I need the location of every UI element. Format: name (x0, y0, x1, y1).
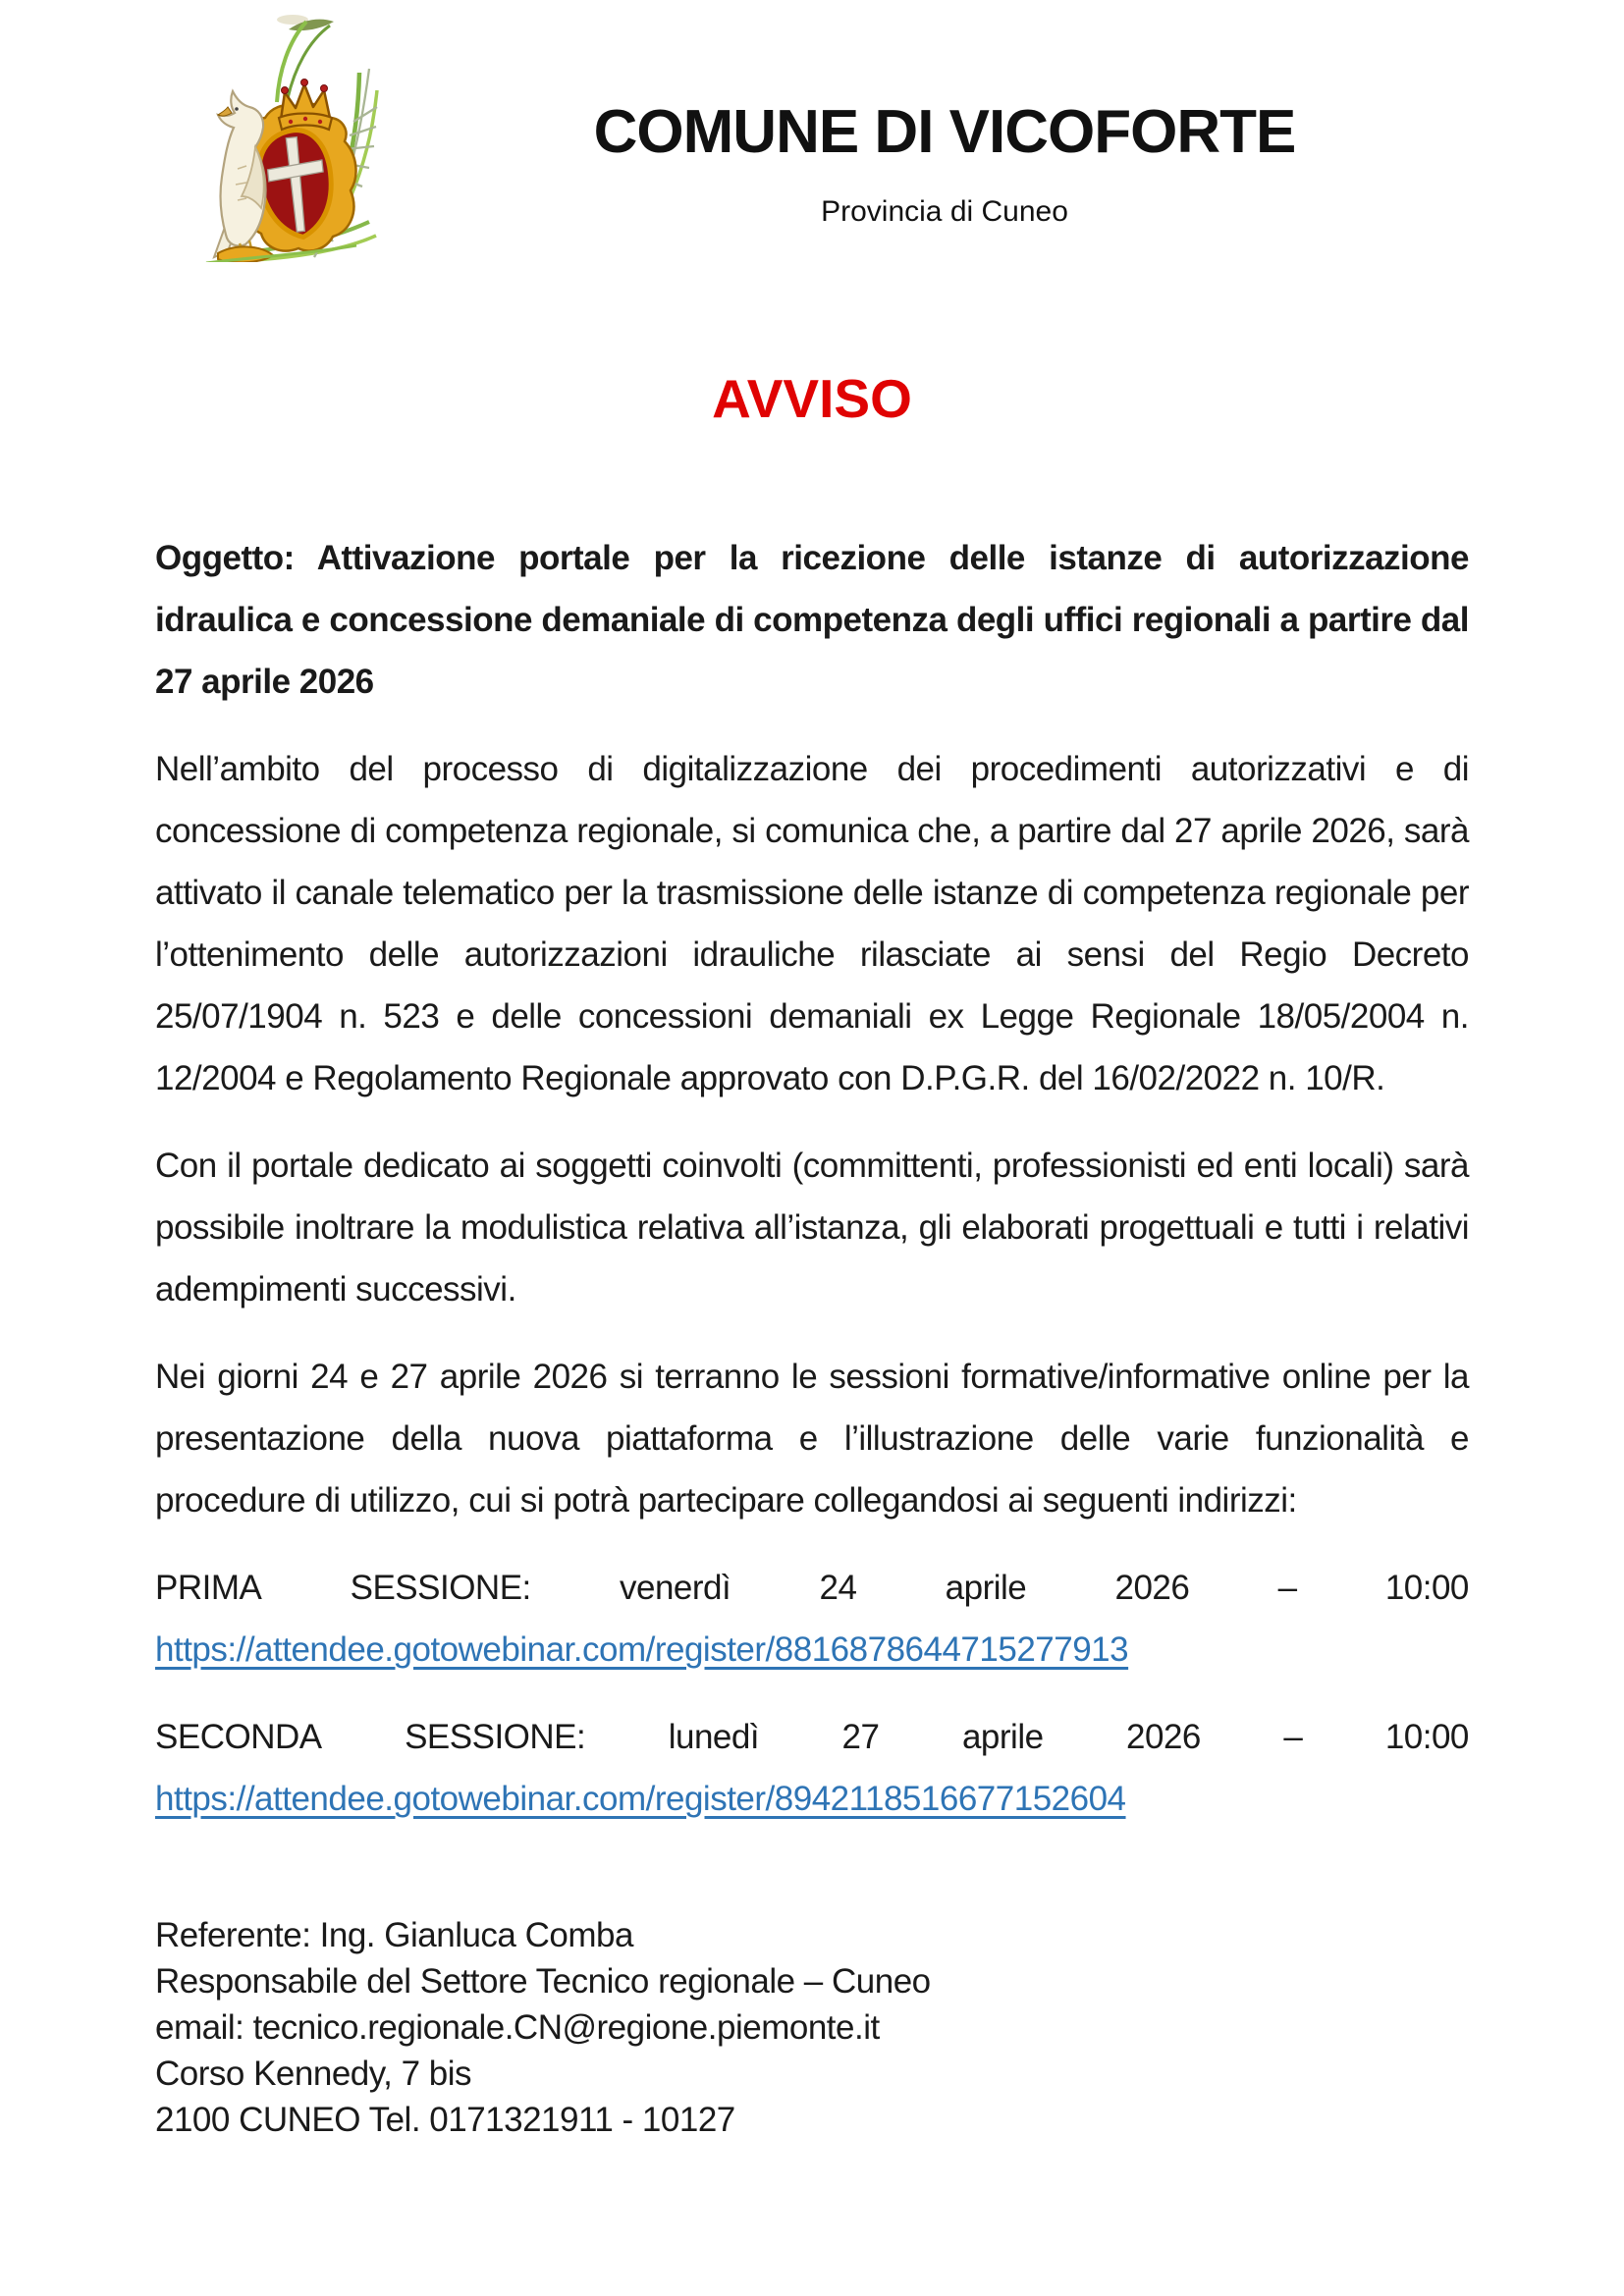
session-word: 27 (841, 1718, 880, 1756)
session-schedule-line (155, 1557, 1469, 1619)
session-word: SESSIONE: (350, 1569, 531, 1607)
session-registration-link[interactable]: https://attendee.gotowebinar.com/register/8942118516677152604 (155, 1780, 1126, 1818)
session-word: 2026 (1114, 1569, 1190, 1607)
sessions (155, 1557, 1469, 1830)
contact-line: email: tecnico.regionale.CN@regione.piemonte.it (155, 2008, 880, 2047)
session-word: 2026 (1126, 1718, 1201, 1756)
session-block (155, 1706, 1469, 1830)
session-registration-link[interactable]: https://attendee.gotowebinar.com/register/8816878644715277913 (155, 1630, 1129, 1669)
session-word: – (1277, 1569, 1297, 1607)
contact-line: Responsabile del Settore Tecnico regionale – Cuneo (155, 1962, 931, 2001)
session-word: PRIMA (155, 1569, 262, 1607)
session-word: 10:00 (1384, 1569, 1469, 1607)
notice-title: AVVISO (712, 368, 912, 429)
contact-line: Corso Kennedy, 7 bis (155, 2055, 472, 2093)
crest-crown (279, 80, 332, 131)
session-word: venerdì (620, 1569, 731, 1607)
session-word: aprile (961, 1718, 1044, 1756)
subject-paragraph: Oggetto: Attivazione portale per la ricezione delle istanze di autorizzazione idraulica e concessione demaniale di competenza degli uffici regionali a partire dal 27 aprile 2026 (155, 539, 1469, 701)
session-word: – (1283, 1718, 1303, 1756)
body-paragraph-3: Nei giorni 24 e 27 aprile 2026 si terranno le sessioni formative/informative online per la presentazione della nuova piattaforma e l’illustrazione delle varie funzionalità e procedure di utilizzo, cui si potrà partecipare collegandosi ai seguenti indirizzi: (155, 1358, 1469, 1520)
session-word: 10:00 (1384, 1718, 1469, 1756)
document-header (155, 0, 1469, 290)
session-word: SECONDA (155, 1718, 322, 1756)
session-word: lunedì (668, 1718, 760, 1756)
session-word: 24 (819, 1569, 857, 1607)
header-text (420, 0, 1469, 229)
body-paragraph-1: Nell’ambito del processo di digitalizzazione dei procedimenti autorizzativi e di concessione di competenza regionale, si comunica che, a partire dal 27 aprile 2026, sarà attivato il canale telematico per la trasmissione delle istanze di competenza regionale per l’ottenimento delle autorizzazioni idrauliche rilasciate ai sensi del Regio Decreto 25/07/1904 n. 523 e delle concessioni demaniali ex Legge Regionale 18/05/2004 n. 12/2004 e Regolamento Regionale approvato con D.P.G.R. del 16/02/2022 n. 10/R. (155, 750, 1469, 1097)
province-name: Provincia di Cuneo (821, 195, 1068, 229)
session-block (155, 1557, 1469, 1681)
contact-line: 2100 CUNEO Tel. 0171321911 - 10127 (155, 2101, 735, 2139)
body-paragraph-2: Con il portale dedicato ai soggetti coinvolti (committenti, professionisti ed enti locali) sarà possibile inoltrare la modulistica relativa all’istanza, gli elaborati progettuali e tutti i relativi adempimenti successivi. (155, 1147, 1469, 1308)
coat-of-arms-icon (194, 12, 391, 262)
session-schedule-line (155, 1706, 1469, 1768)
contact-block (155, 1912, 1469, 2143)
contact-line: Referente: Ing. Gianluca Comba (155, 1916, 633, 1954)
session-word: aprile (945, 1569, 1027, 1607)
session-word: SESSIONE: (405, 1718, 586, 1756)
municipality-name: COMUNE DI VICOFORTE (593, 98, 1296, 166)
